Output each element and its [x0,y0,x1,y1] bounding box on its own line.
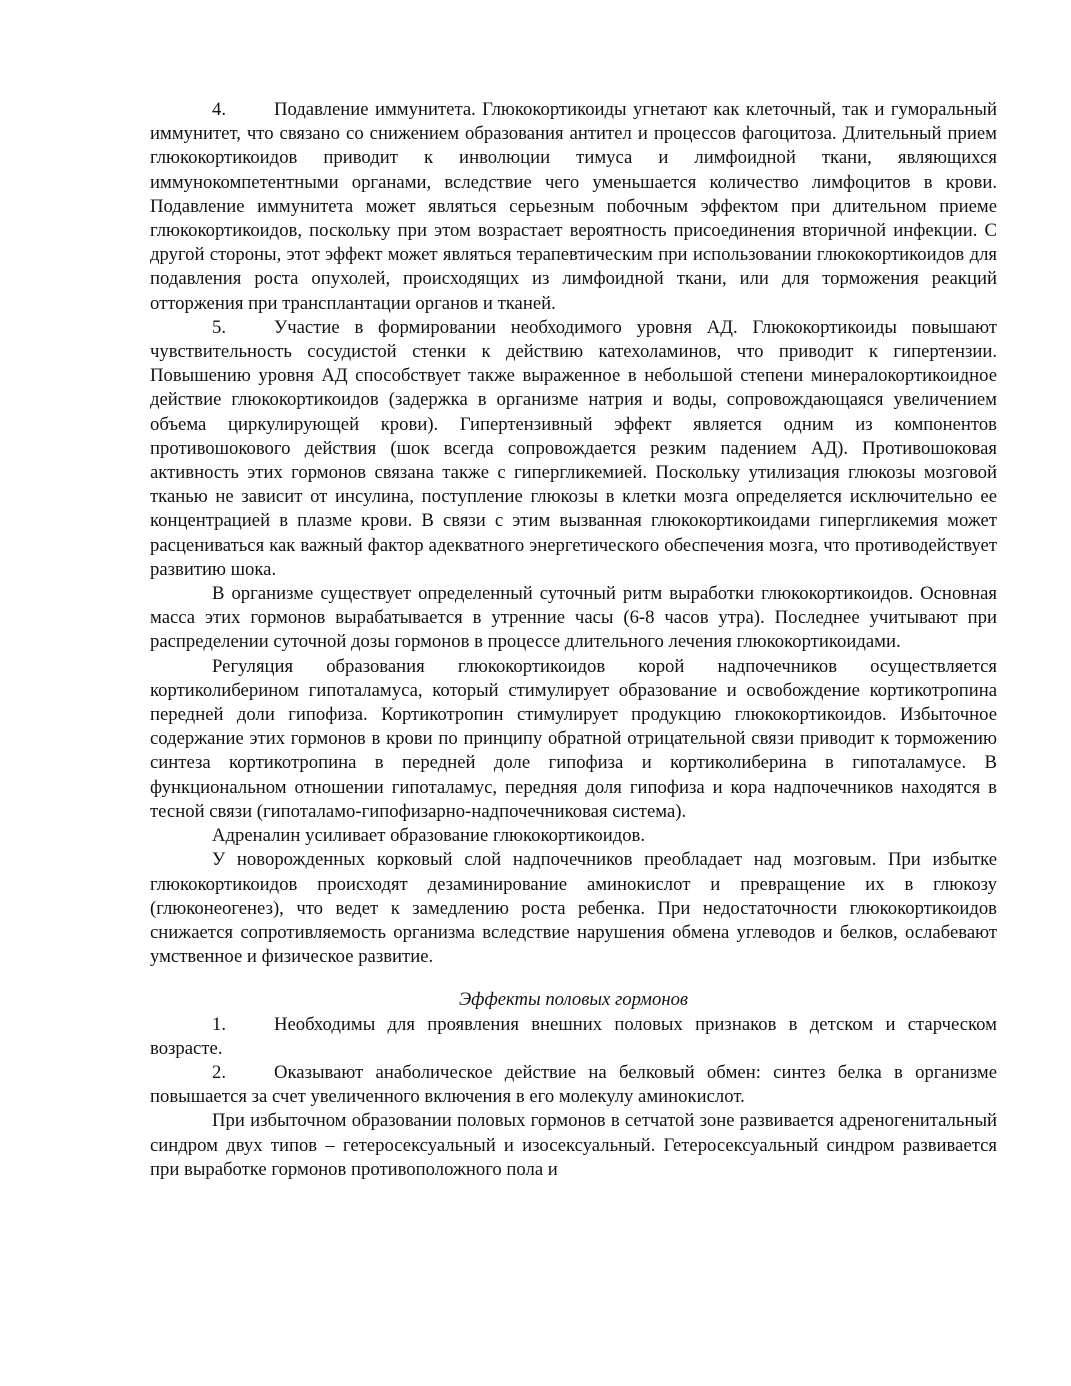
list-number: 2. [212,1061,227,1083]
section-heading: Эффекты половых гормонов [458,989,689,1011]
paragraph-text: Участие в формировании необходимого уровня АД. Глюкокортикоиды повышают чувствительность сосудистой стенки к действию катехоламинов, что приводит к гипертензии. Повышению уровня АД способствует также выраженное в небольшой степени минералокортикоидное действие глюкокортикоидов (задержка в организме натрия и воды, сопровождающаяся увеличением объема циркулирующей крови). Гипертензивный эффект является одним из компонентов противошокового действия (шок всегда сопровождается резким падением АД). Противошоковая активность этих гормонов связана также с гипергликемией. Поскольку утилизация глюкозы мозговой тканью не зависит от инсулина, поступление глюкозы в клетки мозга определяется исключительно ее концентрацией в плазме крови. В связи с этим вызванная глюкокортикоидами гипергликемия может расцениваться как важный фактор адекватного энергетического обеспечения мозга, что противодействует развитию шока. [150,316,997,580]
paragraph-sex-traits [150,1013,997,1061]
paragraph-immunity [150,98,997,316]
list-number: 5. [212,316,227,338]
list-number: 1. [212,1013,227,1035]
list-number: 4. [212,99,227,120]
paragraph-text: Подавление иммунитета. Глюкокортикоиды угнетают как клеточный, так и гуморальный иммунитет, что связано со снижением образования антител и процессов фагоцитоза. Длительный прием глюкокортикоидов приводит к инволюции тимуса и лимфоидной ткани, являющихся иммунокомпетентными органами, вследствие чего уменьшается количество лимфоцитов в крови. Подавление иммунитета может являться серьезным побочным эффектом при длительном приеме глюкокортикоидов, поскольку при этом возрастает вероятность присоединения вторичной инфекции. С другой стороны, этот эффект может являться терапевтическим при использовании глюкокортикоидов для подавления роста опухолей, происходящих из лимфоидной ткани, или для торможения реакций отторжения при трансплантации органов и тканей. [150,99,997,314]
paragraph-text: Необходимы для проявления внешних половых признаков в детском и старческом возрасте. [150,1013,997,1059]
paragraph-text: Оказывают анаболическое действие на белковый обмен: синтез белка в организме повышается за счет увеличенного включения в его молекулу аминокислот. [150,1061,997,1108]
paragraph-adrenaline: Адреналин усиливает образование глюкокортикоидов. [212,825,646,847]
paragraph-blood-pressure [150,316,997,582]
paragraph-adrenogenital: При избыточном образовании половых гормонов в сетчатой зоне развивается адреногенитальный синдром двух типов – гетеросексуальный и изосексуальный. Гетеросексуальный синдром развивается при выработке гормонов противоположного пола и [150,1110,997,1180]
paragraph-anabolic [150,1061,997,1109]
paragraph-regulation: Регуляция образования глюкокортикоидов корой надпочечников осуществляется кортиколиберином гипоталамуса, который стимулирует образование и освобождение кортикотропина передней доли гипофиза. Кортикотропин стимулирует продукцию глюкокортикоидов. Избыточное содержание этих гормонов в крови по принципу обратной отрицательной связи приводит к торможению синтеза кортикотропина в передней доле гипофиза и кортиколиберина в гипоталамусе. В функциональном отношении гипоталамус, передняя доля гипофиза и кора надпочечников находятся в тесной связи (гипоталамо-гипофизарно-надпочечниковая система). [150,655,997,822]
paragraph-newborns: У новорожденных корковый слой надпочечников преобладает над мозговым. При избытке глюкокортикоидов происходят дезаминирование аминокислот и превращение их в глюкозу (глюконеогенез), что ведет к замедлению роста ребенка. При недостаточности глюкокортикоидов снижается сопротивляемость организма вследствие нарушения обмена углеводов и белков, ослабевают умственное и физическое развитие. [150,849,997,968]
paragraph-daily-rhythm: В организме существует определенный суточный ритм выработки глюкокортикоидов. Основная масса этих гормонов вырабатывается в утренние часы (6-8 часов утра). Последнее учитывают при распределении суточной дозы гормонов в процессе длительного лечения глюкокортикоидами. [150,583,997,653]
